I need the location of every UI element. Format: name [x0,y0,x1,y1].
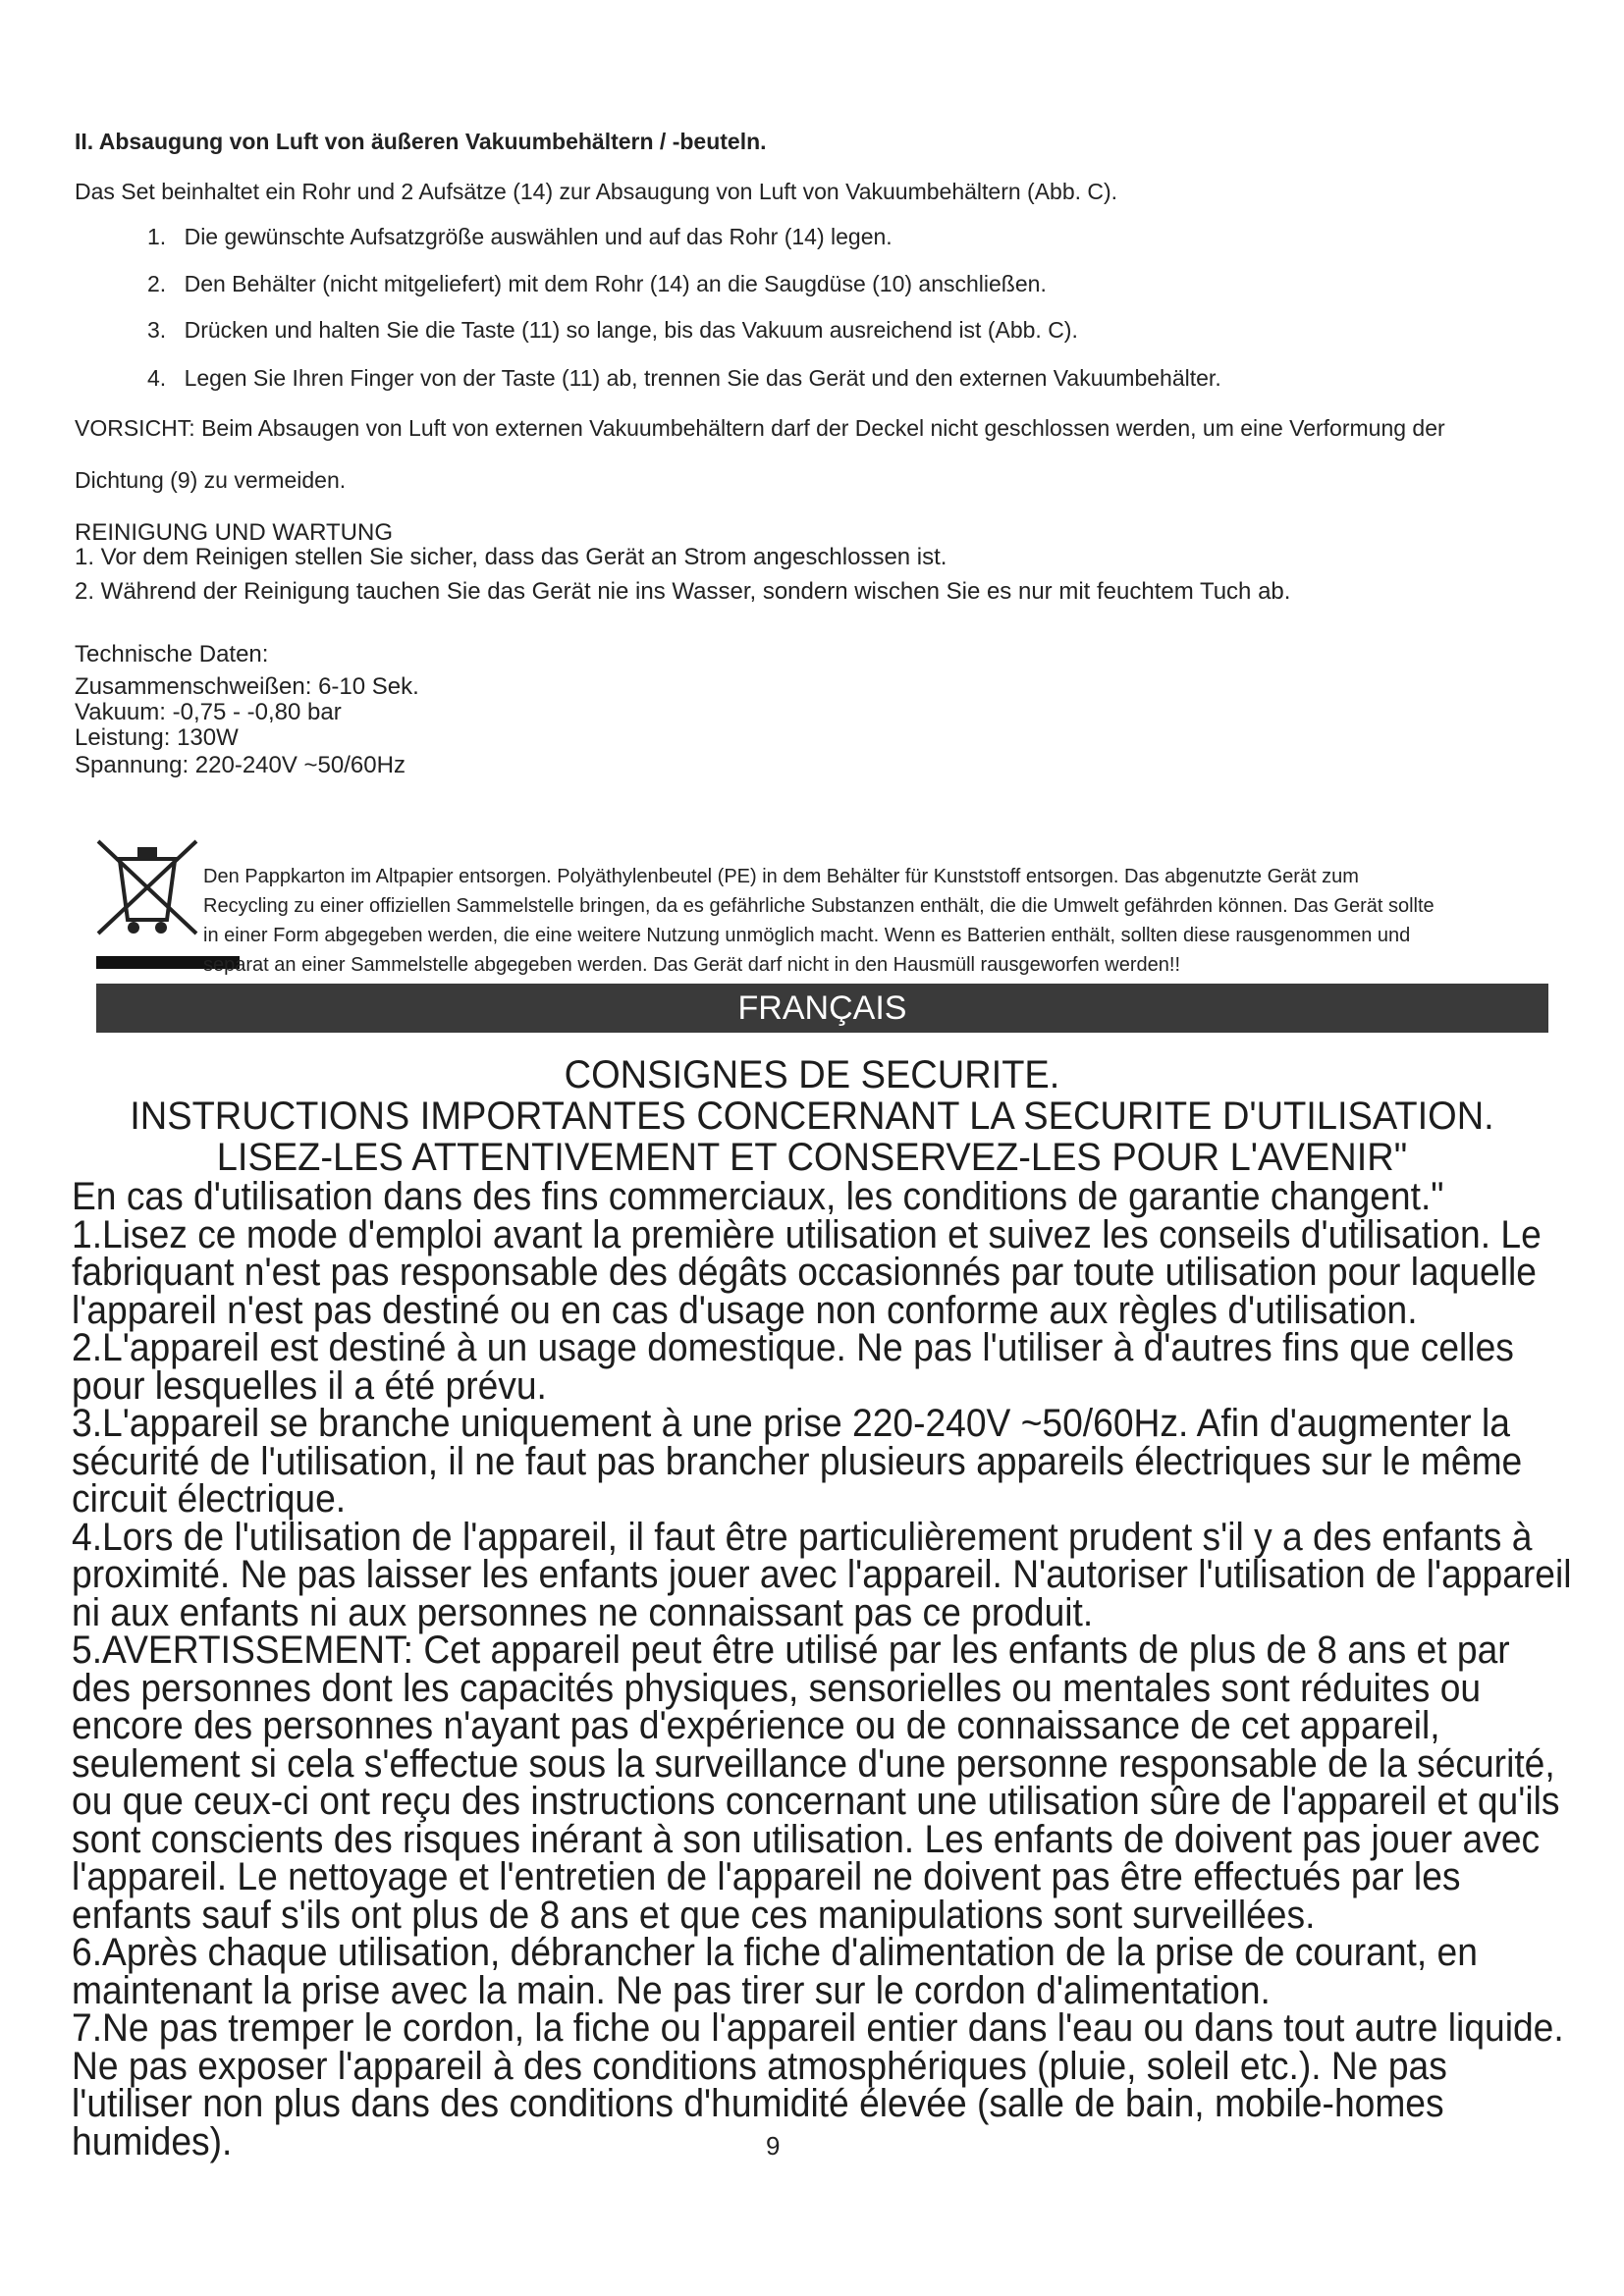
list-text: Die gewünschte Aufsatzgröße auswählen und auf das Rohr (14) legen. [184,224,893,249]
tech-heading: Technische Daten: [75,641,269,667]
cleaning-heading: REINIGUNG UND WARTUNG [75,519,393,546]
caution-text: VORSICHT: Beim Absaugen von Luft von externen Vakuumbehältern darf der Deckel nicht geschlossen werden, um eine Verformung der [75,415,1445,441]
body-line: Ne pas exposer l'appareil à des conditions atmosphériques (pluie, soleil etc.). Ne pas [72,2044,1447,2088]
body-line: 3.L'appareil se branche uniquement à une prise 220-240V ~50/60Hz. Afin d'augmenter la [72,1402,1510,1445]
disposal-text-line: Den Pappkarton im Altpapier entsorgen. Polyäthylenbeutel (PE) in dem Behälter für Kunststoff entsorgen. Das abgenutzte Gerät zum [203,866,1359,887]
list-number: 3. [147,317,167,343]
list-item [147,270,1047,297]
body-line: sont conscients des risques inérant à son utilisation. Les enfants de doivent pas jouer avec [72,1817,1541,1861]
body-line: enfants sauf s'ils ont plus de 8 ans et que ces manipulations sont surveillées. [72,1893,1316,1937]
tech-item: Leistung: 130W [75,724,239,751]
list-number: 1. [147,224,167,249]
body-line: humides). [72,2119,233,2163]
page-number: 9 [766,2131,781,2161]
body-line: 1.Lisez ce mode d'emploi avant la première utilisation et suivez les conseils d'utilisation. Le [72,1212,1542,1256]
list-text: Drücken und halten Sie die Taste (11) so lange, bis das Vakuum ausreichend ist (Abb. C). [184,317,1078,343]
list-text: Den Behälter (nicht mitgeliefert) mit dem Rohr (14) an die Saugdüse (10) anschließen. [184,271,1047,296]
caution-text-continued: Dichtung (9) zu vermeiden. [75,467,347,493]
body-line: seulement si cela s'effectue sous la surveillance d'une personne responsable de la sécurité, [72,1741,1555,1786]
body-line: 5.AVERTISSEMENT: Cet appareil peut être utilisé par les enfants de plus de 8 ans et par [72,1629,1510,1672]
tech-item: Vakuum: -0,75 - -0,80 bar [75,699,342,725]
list-item [147,364,1221,392]
body-line: des personnes dont les capacités physiques, sensorielles ou mentales sont réduites ou [72,1666,1482,1710]
language-banner [96,984,1548,1033]
body-line: ou que ceux-ci ont reçu des instructions concernant une utilisation sûre de l'appareil et qu'ils [72,1780,1560,1823]
body-line: circuit électrique. [72,1477,347,1521]
body-line: encore des personnes n'ayant pas d'expérience ou de connaissance de cet appareil, [72,1704,1440,1747]
cleaning-item: 1. Vor dem Reinigen stellen Sie sicher, dass das Gerät an Strom angeschlossen ist. [75,544,947,570]
safety-subtitle: INSTRUCTIONS IMPORTANTES CONCERNANT LA SECURITE D'UTILISATION. [130,1095,1494,1138]
body-line: l'appareil n'est pas destiné ou en cas d'usage non conforme aux règles d'utilisation. [72,1288,1418,1332]
body-line: l'appareil. Le nettoyage et l'entretien de l'appareil ne doivent pas être effectués par les [72,1855,1461,1898]
body-line: 7.Ne pas tremper le cordon, la fiche ou l'appareil entier dans l'eau ou dans tout autre liquide. [72,2006,1564,2050]
cleaning-item: 2. Während der Reinigung tauchen Sie das Gerät nie ins Wasser, sondern wischen Sie es nur mit feuchtem Tuch ab. [75,578,1291,605]
body-line: pour lesquelles il a été prévu. [72,1363,547,1408]
disposal-text-line: Recycling zu einer offiziellen Sammelstelle bringen, da es gefährliche Substanzen enthält, die die Umwelt gefährden können. Das Gerät sollte [203,895,1435,917]
tech-item: Spannung: 220-240V ~50/60Hz [75,752,406,778]
disposal-text-line: in einer Form abgegeben werden, die eine weitere Nutzung unmöglich macht. Wenn es Batterien enthält, sollten diese rausgenommen und [203,925,1411,946]
crossed-out-wheelie-bin-icon [94,837,202,947]
language-banner-label: FRANÇAIS [737,989,907,1027]
safety-subtitle-2: LISEZ-LES ATTENTIVEMENT ET CONSERVEZ-LES POUR L'AVENIR" [216,1136,1408,1179]
body-line: 6.Après chaque utilisation, débrancher la fiche d'alimentation de la prise de courant, en [72,1931,1478,1974]
intro-paragraph: Das Set beinhaltet ein Rohr und 2 Aufsätze (14) zur Absaugung von Luft von Vakuumbehältern (Abb. C). [75,179,1118,204]
list-number: 4. [147,365,167,391]
body-line: sécurité de l'utilisation, il ne faut pas brancher plusieurs appareils électriques sur le même [72,1439,1523,1483]
french-body [72,1175,1572,2163]
safety-title: CONSIGNES DE SECURITE. [564,1053,1060,1096]
disposal-text-line: separat an einer Sammelstelle abgegeben werden. Das Gerät darf nicht in den Hausmüll rausgeworfen werden!! [203,954,1180,976]
body-line: fabriquant n'est pas responsable des dégâts occasionnés par toute utilisation pour laquelle [72,1251,1537,1294]
body-line: l'utiliser non plus dans des conditions d'humidité élevée (salle de bain, mobile-homes [72,2082,1444,2125]
body-line: 2.L'appareil est destiné à un usage domestique. Ne pas l'utiliser à d'autres fins que celles [72,1326,1514,1369]
body-line: maintenant la prise avec la main. Ne pas tirer sur le cordon d'alimentation. [72,1968,1271,2012]
list-item [147,316,1078,344]
list-number: 2. [147,271,167,296]
body-line: ni aux enfants ni aux personnes ne connaissant pas ce produit. [72,1590,1094,1634]
body-line: 4.Lors de l'utilisation de l'appareil, il faut être particulièrement prudent s'il y a des enfants à [72,1515,1533,1559]
list-item [147,223,893,250]
list-text: Legen Sie Ihren Finger von der Taste (11) ab, trennen Sie das Gerät und den externen Vakuumbehälter. [184,365,1221,391]
tech-item: Zusammenschweißen: 6-10 Sek. [75,673,419,700]
section-heading: II. Absaugung von Luft von äußeren Vakuumbehältern / -beuteln. [75,129,767,154]
body-line: proximité. Ne pas laisser les enfants jouer avec l'appareil. N'autoriser l'utilisation de l'appareil [72,1553,1572,1596]
body-line: En cas d'utilisation dans des fins commerciaux, les conditions de garantie changent." [72,1175,1444,1218]
